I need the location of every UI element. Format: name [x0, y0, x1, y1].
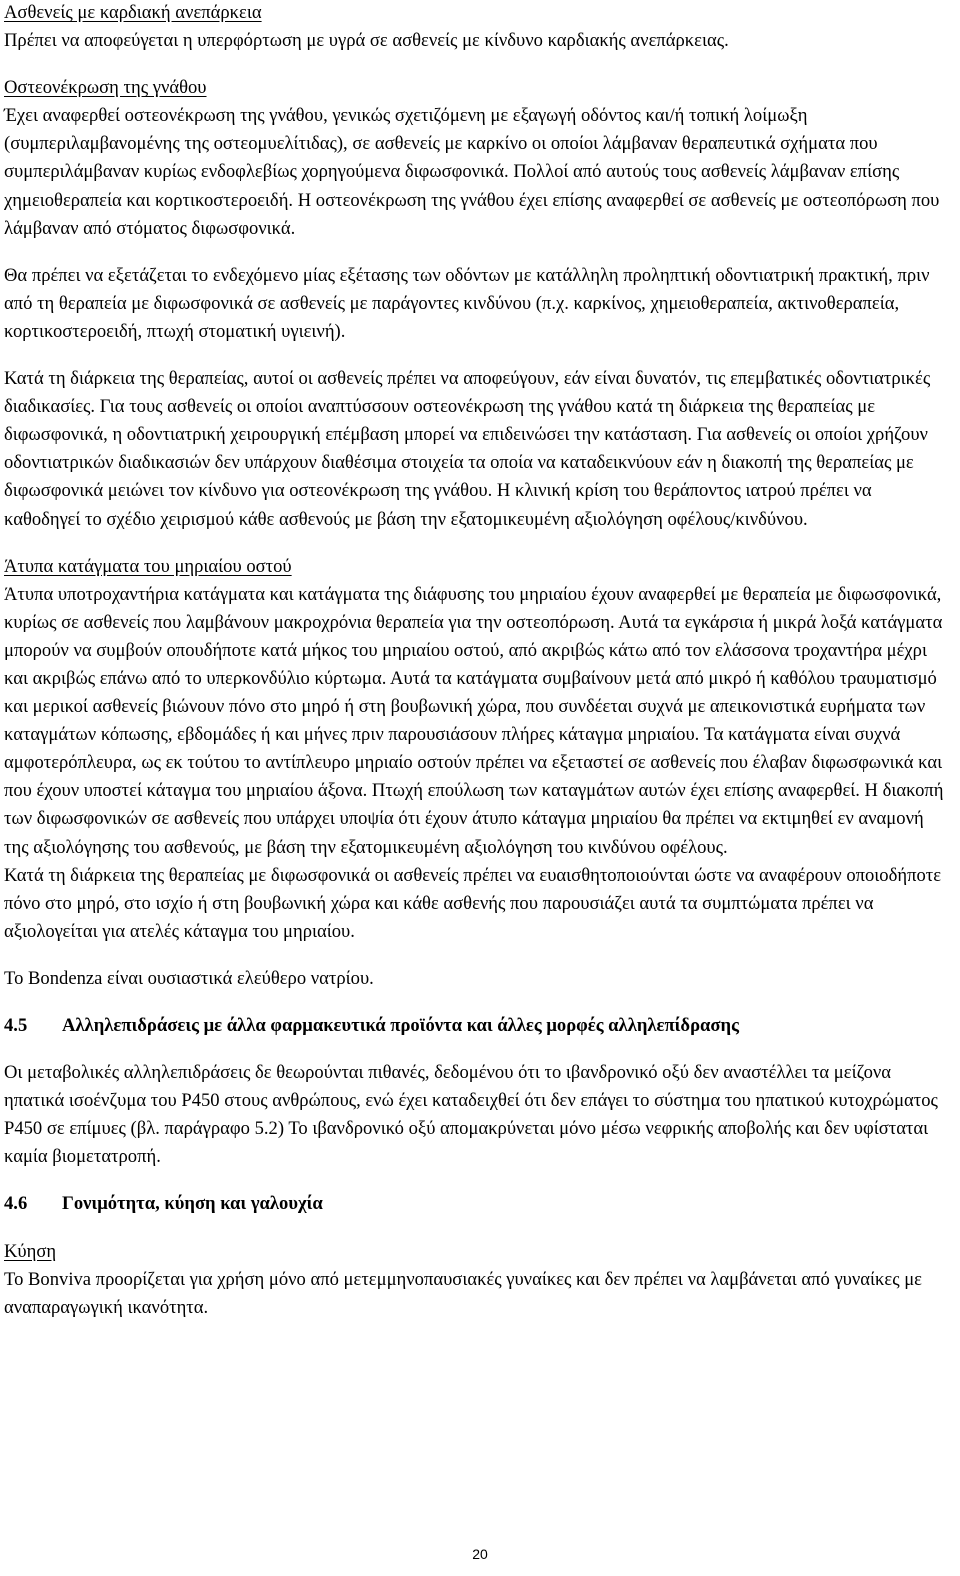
jaw-osteonecrosis-paragraph-2: Θα πρέπει να εξετάζεται το ενδεχόμενο μίας εξέτασης των οδόντων με κατάλληλη προληπτική οδοντιατρική πρακτική, πριν από τη θεραπεία με διφωσφονικά σε ασθενείς με παράγοντες κινδύνου (π.χ. καρκίνος, χημειοθεραπεία, ακτινοθεραπεία, κορτικοστεροειδή, πτωχή στοματική υγιεινή). — [4, 264, 930, 342]
document-page — [4, 0, 950, 1322]
interactions-paragraph: Οι μεταβολικές αλληλεπιδράσεις δε θεωρούνται πιθανές, δεδομένου ότι το ιβανδρονικό οξύ δεν αναστέλλει τα μείζονα ηπατικά ισοένζυμα του P450 στους ανθρώπους, ενώ έχει καταδειχθεί ότι δεν επάγει το σύστημα του ηπατικού κυτοχρώματος P450 σε επίμυες (βλ. παράγραφο 5.2) Το ιβανδρονικό οξύ απομακρύνεται μόνο μέσω νεφρικής αποβολής και δεν υφίσταται καμία βιομετατροπή. — [4, 1062, 938, 1168]
atypical-femur-fractures-paragraph-1: Άτυπα υποτροχαντήρια κατάγματα και κατάγματα της διάφυσης του μηριαίου έχουν αναφερθεί με θεραπεία με διφωσφονικά, κυρίως σε ασθενείς που λαμβάνουν μακροχρόνια θεραπεία για την οστεοπόρωση. Αυτά τα εγκάρσια ή μικρά λοξά κατάγματα μπορούν να συμβούν οπουδήποτε κατά μήκος του μηριαίου οστού, από ακριβώς κάτω από τον ελάσσονα τροχαντήρα μέχρι και ακριβώς επάνω από το υπερκονδύλιο κύρτωμα. Αυτά τα κατάγματα συμβαίνουν μετά από μικρό ή καθόλου τραυματισμό και μερικοί ασθενείς βιώνουν πόνο στο μηρό ή στη βουβωνική χώρα, που συνδέεται συχνά με απεικονιστικά ευρήματα των καταγμάτων κόπωσης, εβδομάδες ή και μήνες πριν παρουσιάσουν πλήρες κάταγμα μηριαίου. Τα κατάγματα είναι συχνά αμφοτερόπλευρα, ως εκ τούτου το αντίπλευρο μηριαίο οστούν πρέπει να εξεταστεί σε ασθενείς που έλαβαν διφωσφωνικά και που έχουν υποστεί κάταγμα του μηριαίου άξονα. Πτωχή επούλωση των καταγμάτων αυτών έχει επίσης αναφερθεί. Η διακοπή των διφωσφονικών σε ασθενείς που υπάρχει υποψία ότι έχουν άτυπο κάταγμα μηριαίου θα πρέπει να εκτιμηθεί εν αναμονή της αξιολόγησης του ασθενούς, με βάση την εξατομικευμένη αξιολόγηση του κινδύνου οφέλους. — [4, 583, 944, 858]
section-number: 4.6 — [4, 1193, 28, 1215]
jaw-osteonecrosis-heading: Οστεονέκρωση της γνάθου — [4, 77, 207, 99]
section-4-5-heading — [4, 1012, 950, 1040]
section-title: Αλληλεπιδράσεις με άλλα φαρμακευτικά προϊόντα και άλλες μορφές αλληλεπίδρασης — [62, 1015, 739, 1036]
sodium-statement: Το Bondenza είναι ουσιαστικά ελεύθερο νατρίου. — [4, 967, 374, 989]
pregnancy-paragraph: Το Bonviva προορίζεται για χρήση μόνο από μετεμμηνοπαυσιακές γυναίκες και δεν πρέπει να λαμβάνεται από γυναίκες με αναπαραγωγική ικανότητα. — [4, 1268, 922, 1318]
jaw-osteonecrosis-paragraph-1: Έχει αναφερθεί οστεονέκρωση της γνάθου, γενικώς σχετιζόμενη με εξαγωγή οδόντος και/ή τοπική λοίμωξη (συμπεριλαμβανομένης της οστεομυελίτιδας), σε ασθενείς με καρκίνο οι οποίοι λάμβαναν θεραπευτικά σχήματα που συμπεριλάμβαναν κυρίως ενδοφλεβίως χορηγούμενα διφωσφονικά. Πολλοί από αυτούς τους ασθενείς λάμβαναν επίσης χημειοθεραπεία και κορτικοστεροειδή. Η οστεονέκρωση της γνάθου έχει επίσης αναφερθεί σε ασθενείς με οστεοπόρωση που λάμβαναν από στόματος διφωσφονικά. — [4, 105, 940, 239]
section-number: 4.5 — [4, 1015, 28, 1036]
section-title: Γονιμότητα, κύηση και γαλουχία — [62, 1193, 323, 1215]
heart-failure-text: Πρέπει να αποφεύγεται η υπερφόρτωση με υγρά σε ασθενείς με κίνδυνο καρδιακής ανεπάρκειας. — [4, 30, 729, 52]
section-4-6-heading — [4, 1190, 950, 1218]
pregnancy-subheading: Κύηση — [4, 1240, 57, 1262]
atypical-femur-fractures-heading: Άτυπα κατάγματα του μηριαίου οστού — [4, 555, 292, 577]
jaw-osteonecrosis-paragraph-3: Κατά τη διάρκεια της θεραπείας, αυτοί οι ασθενείς πρέπει να αποφεύγουν, εάν είναι δυνατόν, τις επεμβατικές οδοντιατρικές διαδικασίες. Για τους ασθενείς οι οποίοι αναπτύσσουν οστεονέκρωση της γνάθου κατά τη διάρκεια της θεραπείας με διφωσφονικά, η οδοντιατρική χειρουργική επέμβαση μπορεί να επιδεινώσει την κατάσταση. Για ασθενείς οι οποίοι χρήζουν οδοντιατρικών διαδικασιών δεν υπάρχουν διαθέσιμα στοιχεία τα οποία να καταδεικνύουν εάν η διακοπή της θεραπείας με διφωσφονικά μειώνει τον κίνδυνο για οστεονέκρωση της γνάθου. Η κλινική κρίση του θεράποντος ιατρού πρέπει να καθοδηγεί το σχέδιο χειρισμού κάθε ασθενούς με βάση την εξατομικευμένη αξιολόγηση οφέλους/κινδύνου. — [4, 368, 931, 530]
page-number: 20 — [472, 1546, 488, 1562]
heart-failure-heading: Ασθενείς με καρδιακή ανεπάρκεια — [4, 2, 262, 23]
atypical-femur-fractures-paragraph-2: Κατά τη διάρκεια της θεραπείας με διφωσφονικά οι ασθενείς πρέπει να ευαισθητοποιούνται ώστε να αναφέρουν οποιοδήποτε πόνο στο μηρό, στο ισχίο ή στη βουβωνική χώρα και κάθε ασθενής που παρουσιάζει αυτά τα συμπτώματα πρέπει να αξιολογείται για ατελές κάταγμα του μηριαίου. — [4, 864, 942, 942]
